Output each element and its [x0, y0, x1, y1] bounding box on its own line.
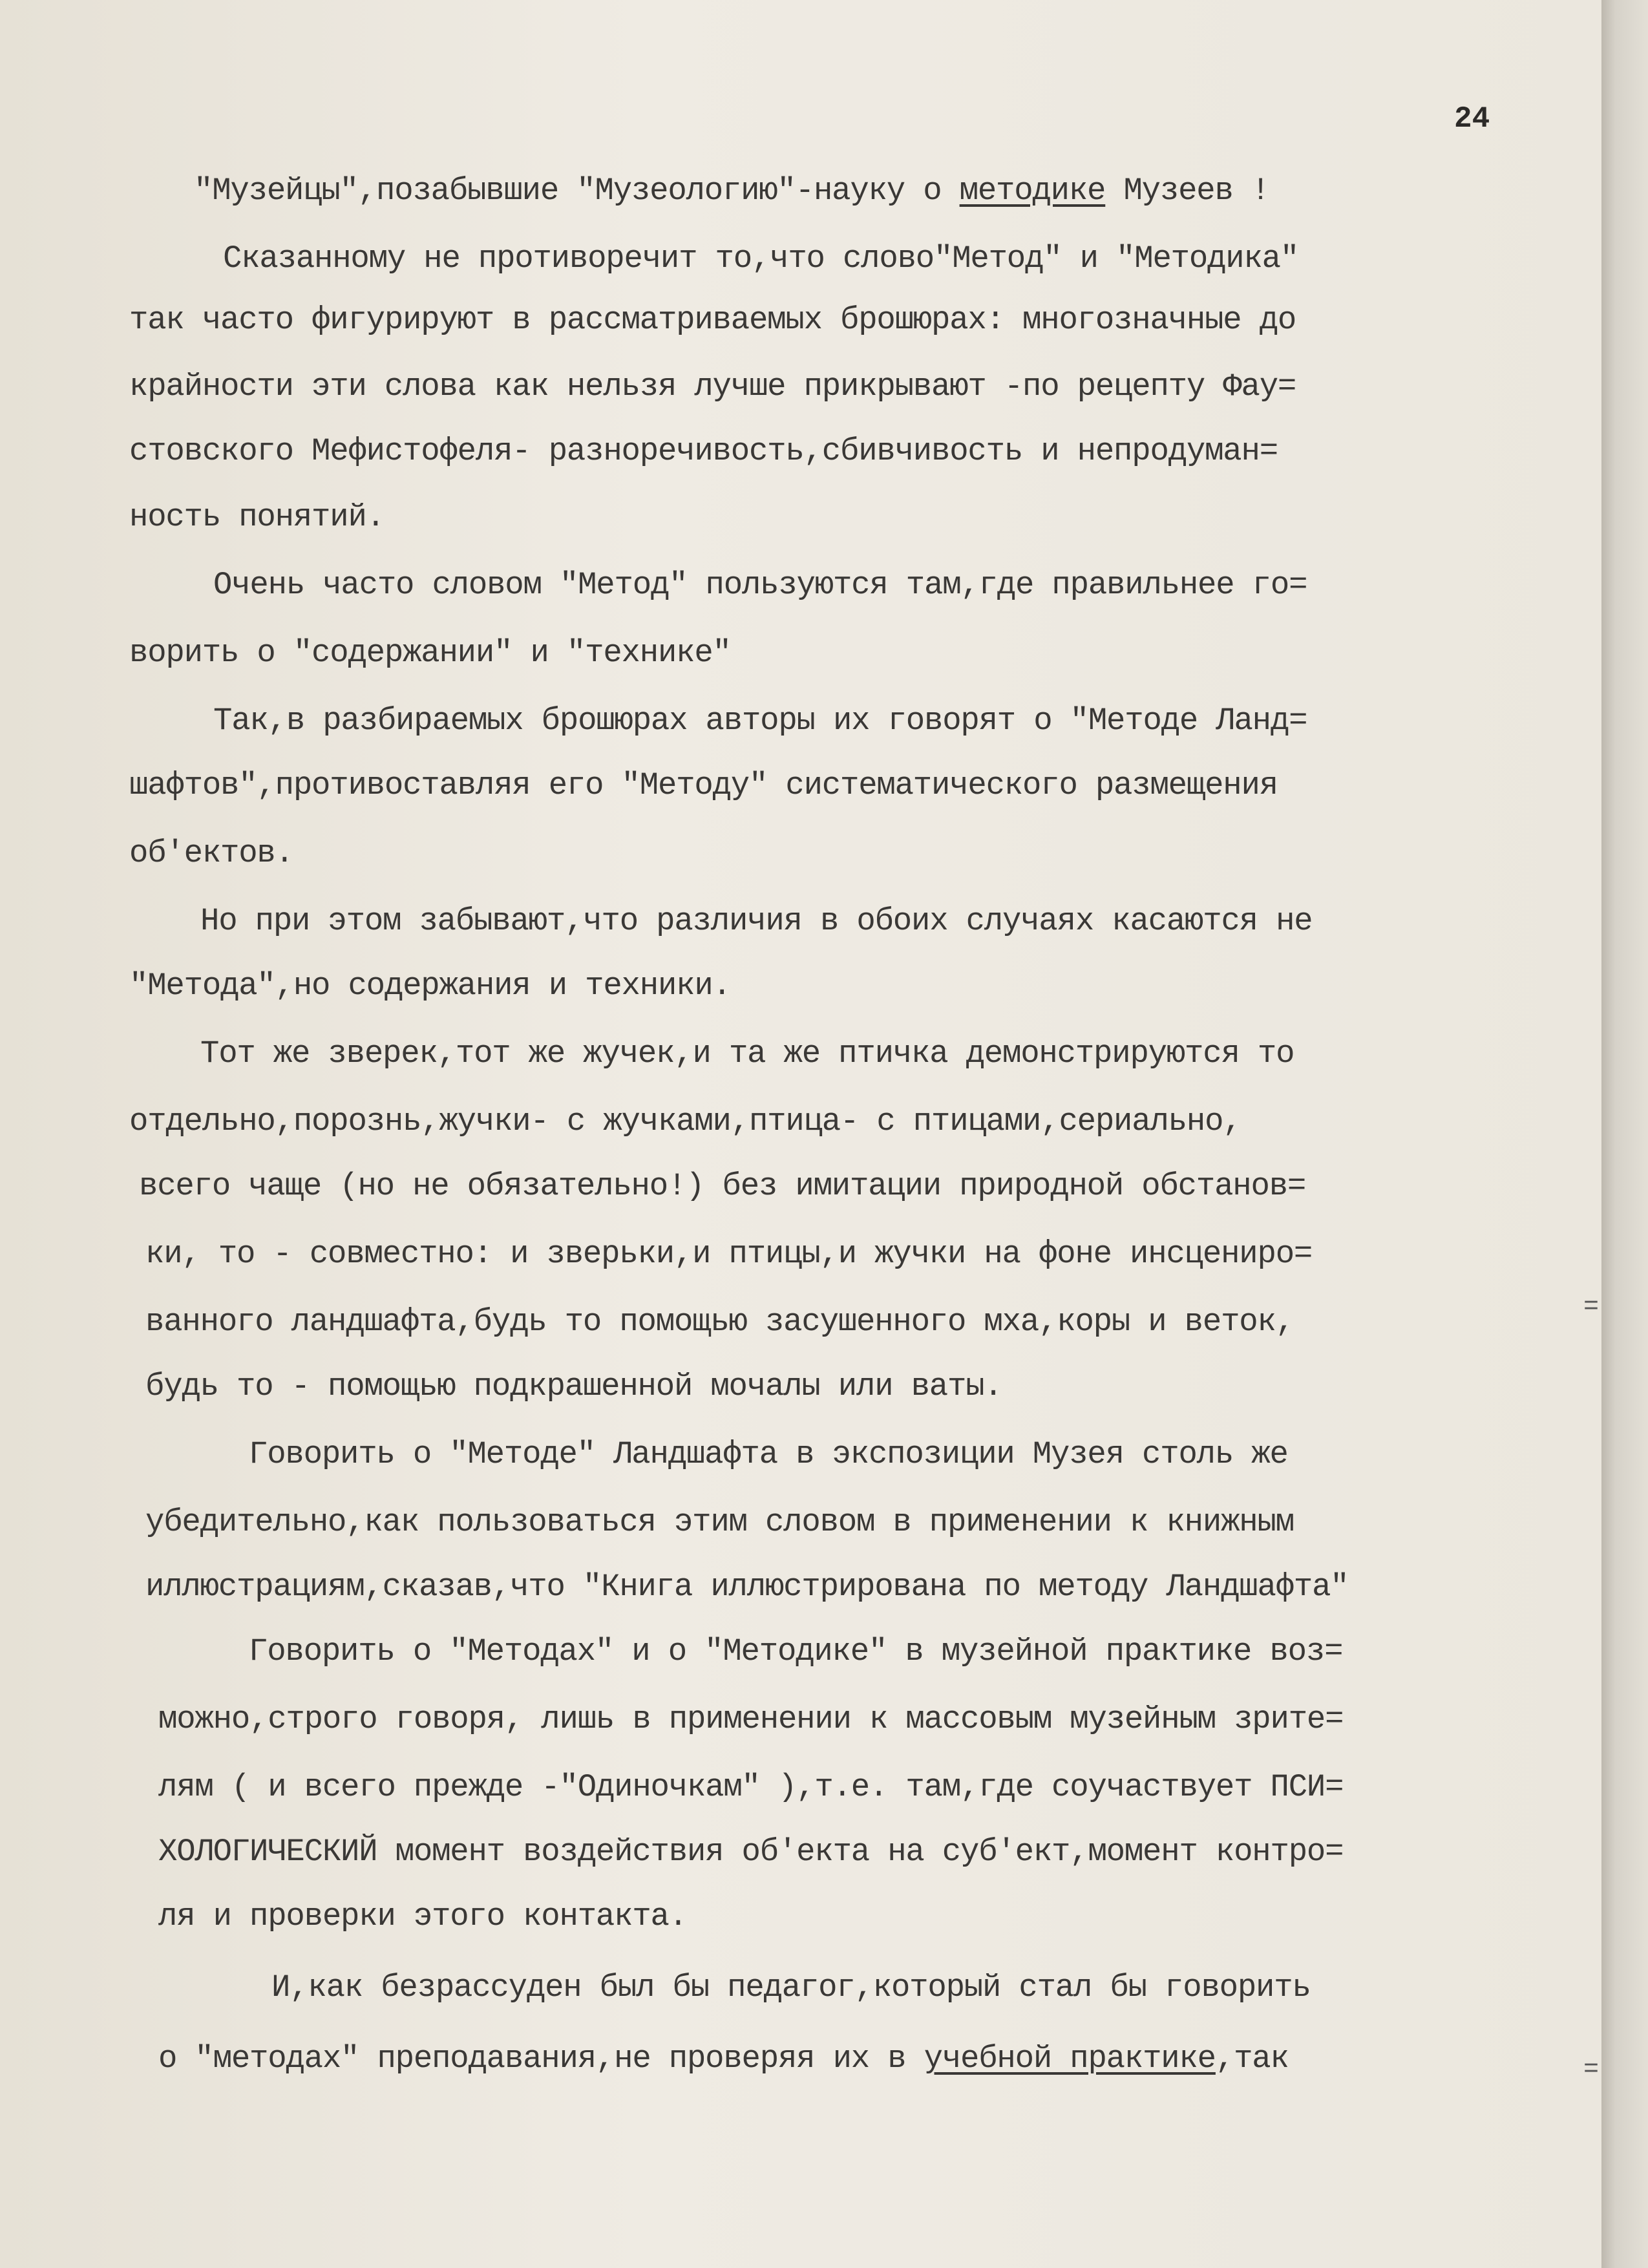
text-span: Очень часто словом "Метод" пользуются там,где правильнее го= — [213, 567, 1307, 603]
text-line — [158, 2039, 1289, 2078]
text-line — [129, 301, 1296, 339]
text-line — [158, 1897, 687, 1936]
text-span: Тот же зверек,тот же жучек,и та же птичка демонстрируются то — [200, 1035, 1294, 1072]
underlined-text: методике — [959, 173, 1106, 209]
margin-mark: = — [1583, 2055, 1600, 2084]
text-span: будь то - помощью подкрашенной мочалы или ваты. — [145, 1368, 1002, 1404]
text-line — [158, 1832, 1343, 1871]
text-span: можно,строго говоря, лишь в применении к массовым музейным зрите= — [158, 1701, 1344, 1737]
text-span: "Метода",но содержания и техники. — [129, 968, 731, 1004]
text-line — [145, 1367, 1002, 1406]
text-span: отдельно,порознь,жучки- с жучками,птица- с птицами,сериально, — [129, 1103, 1241, 1139]
text-line — [200, 1034, 1294, 1073]
text-span: ность понятий. — [129, 499, 385, 535]
text-line — [223, 239, 1298, 278]
text-line — [129, 498, 385, 536]
text-span: убедительно,как пользоваться этим словом в применении к книжным — [145, 1504, 1294, 1540]
text-span: шафтов",противоставляя его "Методу" систематического размещения — [129, 767, 1278, 803]
text-span: стовского Мефистофеля- разноречивость,сбивчивость и непродуман= — [129, 433, 1278, 469]
text-line — [145, 1503, 1294, 1542]
text-line — [129, 766, 1278, 805]
text-span: ля и проверки этого контакта. — [158, 1898, 687, 1934]
underlined-text: учебной практике — [924, 2040, 1216, 2077]
text-line — [249, 1435, 1288, 1474]
margin-mark: = — [1583, 1293, 1600, 1322]
text-line — [249, 1632, 1342, 1671]
text-line — [213, 566, 1307, 604]
text-line — [129, 834, 293, 873]
text-span: об'ектов. — [129, 835, 293, 871]
text-span: Говорить о "Методе" Ландшафта в экспозиции Музея столь же — [249, 1436, 1288, 1472]
text-span: Но при этом забывают,что различия в обоих случаях касаются не — [200, 903, 1313, 939]
text-line — [129, 432, 1278, 471]
text-line — [129, 367, 1296, 406]
page-edge — [1601, 0, 1648, 2268]
text-span: ки, то - совместно: и зверьки,и птицы,и жучки на фоне инсцениро= — [145, 1236, 1313, 1272]
text-line — [129, 633, 731, 672]
text-span: Сказанному не противоречит то,что слово"Метод" и "Методика" — [223, 240, 1299, 277]
text-span: ворить о "содержании" и "технике" — [129, 635, 731, 671]
text-line — [129, 1102, 1241, 1141]
text-line — [200, 902, 1313, 940]
text-span: "Музейцы",позабывшие "Музеологию"-науку о — [194, 173, 960, 209]
text-line — [145, 1235, 1312, 1273]
text-line — [158, 1768, 1343, 1807]
text-span: крайности эти слова как нельзя лучше прикрывают -по рецепту Фау= — [129, 368, 1296, 405]
text-span: ХОЛОГИЧЕСКИЙ момент воздействия об'екта на суб'ект,момент контро= — [158, 1834, 1344, 1870]
text-line — [194, 171, 1269, 210]
text-span: ,так — [1215, 2040, 1289, 2077]
text-span: Музеев ! — [1105, 173, 1270, 209]
text-span: так часто фигурируют в рассматриваемых брошюрах: многозначные до — [129, 302, 1296, 338]
text-line — [139, 1167, 1305, 1205]
text-span: И,как безрассуден был бы педагог,который стал бы говорить — [271, 1969, 1311, 2006]
text-line — [271, 1968, 1311, 2007]
page-number: 24 — [1454, 102, 1490, 136]
text-line — [213, 701, 1307, 740]
text-span: о "методах" преподавания,не проверяя их в — [158, 2040, 924, 2077]
text-span: всего чаще (но не обязательно!) без имитации природной обстанов= — [139, 1168, 1306, 1204]
text-span: иллюстрациям,сказав,что "Книга иллюстрирована по методу Ландшафта" — [145, 1569, 1349, 1605]
text-line — [158, 1700, 1343, 1739]
text-line — [145, 1567, 1349, 1606]
text-span: Так,в разбираемых брошюрах авторы их говорят о "Методе Ланд= — [213, 703, 1307, 739]
text-line — [145, 1302, 1294, 1341]
text-span: лям ( и всего прежде -"Одиночкам" ),т.е. там,где соучаствует ПСИ= — [158, 1769, 1344, 1805]
text-line — [129, 966, 731, 1005]
text-span: Говорить о "Методах" и о "Методике" в музейной практике воз= — [249, 1633, 1343, 1669]
text-span: ванного ландшафта,будь то помощью засушенного мха,коры и веток, — [145, 1304, 1294, 1340]
